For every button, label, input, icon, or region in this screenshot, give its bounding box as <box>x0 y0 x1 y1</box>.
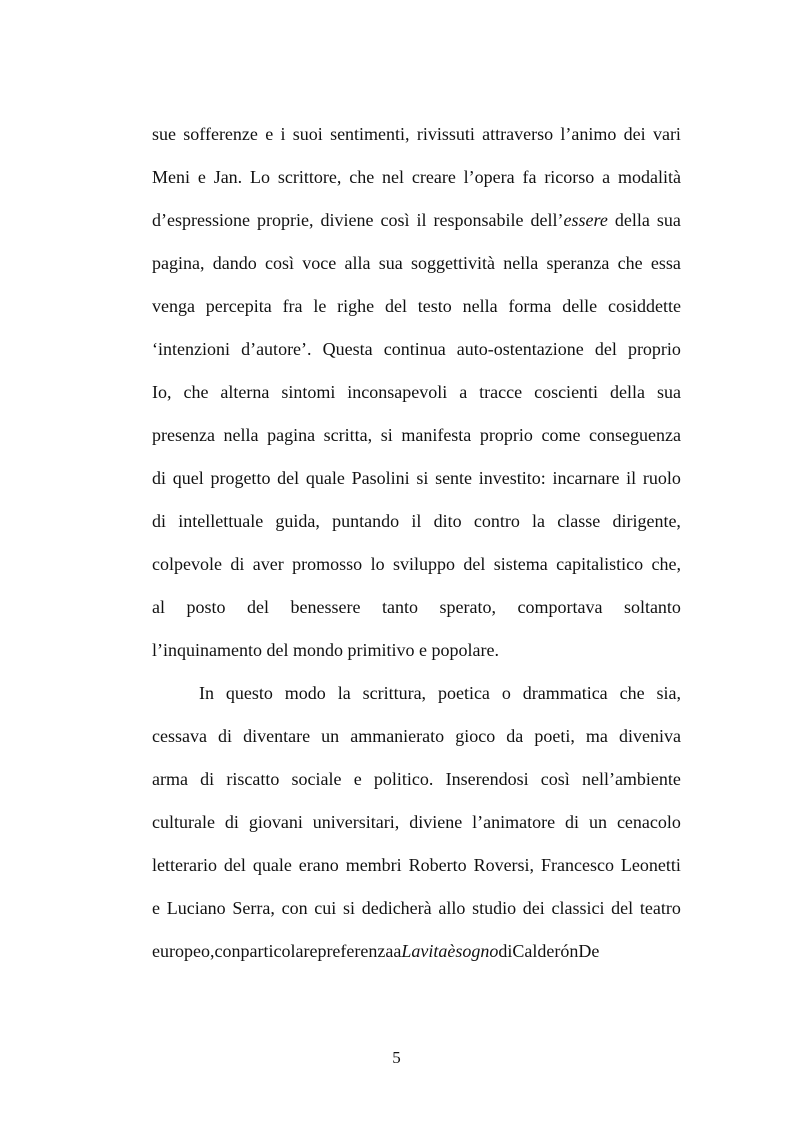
text-line: Io, che alterna sintomi inconsapevoli a tracce coscienti della sua <box>152 382 681 402</box>
text-line: ‘intenzioni d’autore’. Questa continua auto-ostentazione del proprio <box>152 339 681 359</box>
text-line: e Luciano Serra, con cui si dedicherà allo studio dei classici del teatro <box>152 898 681 918</box>
text-line: sue sofferenze e i suoi sentimenti, rivissuti attraverso l’animo dei vari <box>152 124 681 144</box>
text-line: letterario del quale erano membri Roberto Roversi, Francesco Leonetti <box>152 855 681 875</box>
text-line: d’espressione proprie, diviene così il responsabile dell’essere della sua <box>152 210 681 230</box>
text-line: Meni e Jan. Lo scrittore, che nel creare l’opera fa ricorso a modalità <box>152 167 681 187</box>
body-text <box>152 113 681 973</box>
text-line: al posto del benessere tanto sperato, comportava soltanto <box>152 597 681 617</box>
text-line: In questo modo la scrittura, poetica o drammatica che sia, <box>199 683 681 703</box>
text-line: venga percepita fra le righe del testo nella forma delle cosiddette <box>152 296 681 316</box>
text-line: arma di riscatto sociale e politico. Inserendosi così nell’ambiente <box>152 769 681 789</box>
paragraph <box>152 672 681 973</box>
paragraph <box>152 113 681 672</box>
text-line: pagina, dando così voce alla sua soggettività nella speranza che essa <box>152 253 681 273</box>
page-number: 5 <box>392 1048 401 1067</box>
text-line: presenza nella pagina scritta, si manifesta proprio come conseguenza <box>152 425 681 445</box>
text-line: europeo, con particolare preferenza a La vita è sogno di Calderón De <box>152 941 600 961</box>
text-line: culturale di giovani universitari, diviene l’animatore di un cenacolo <box>152 812 681 832</box>
text-line: l’inquinamento del mondo primitivo e popolare. <box>152 640 499 660</box>
text-line: cessava di diventare un ammanierato gioco da poeti, ma diveniva <box>152 726 681 746</box>
text-line: di intellettuale guida, puntando il dito contro la classe dirigente, <box>152 511 681 531</box>
text-line: di quel progetto del quale Pasolini si sente investito: incarnare il ruolo <box>152 468 681 488</box>
text-line: colpevole di aver promosso lo sviluppo del sistema capitalistico che, <box>152 554 681 574</box>
